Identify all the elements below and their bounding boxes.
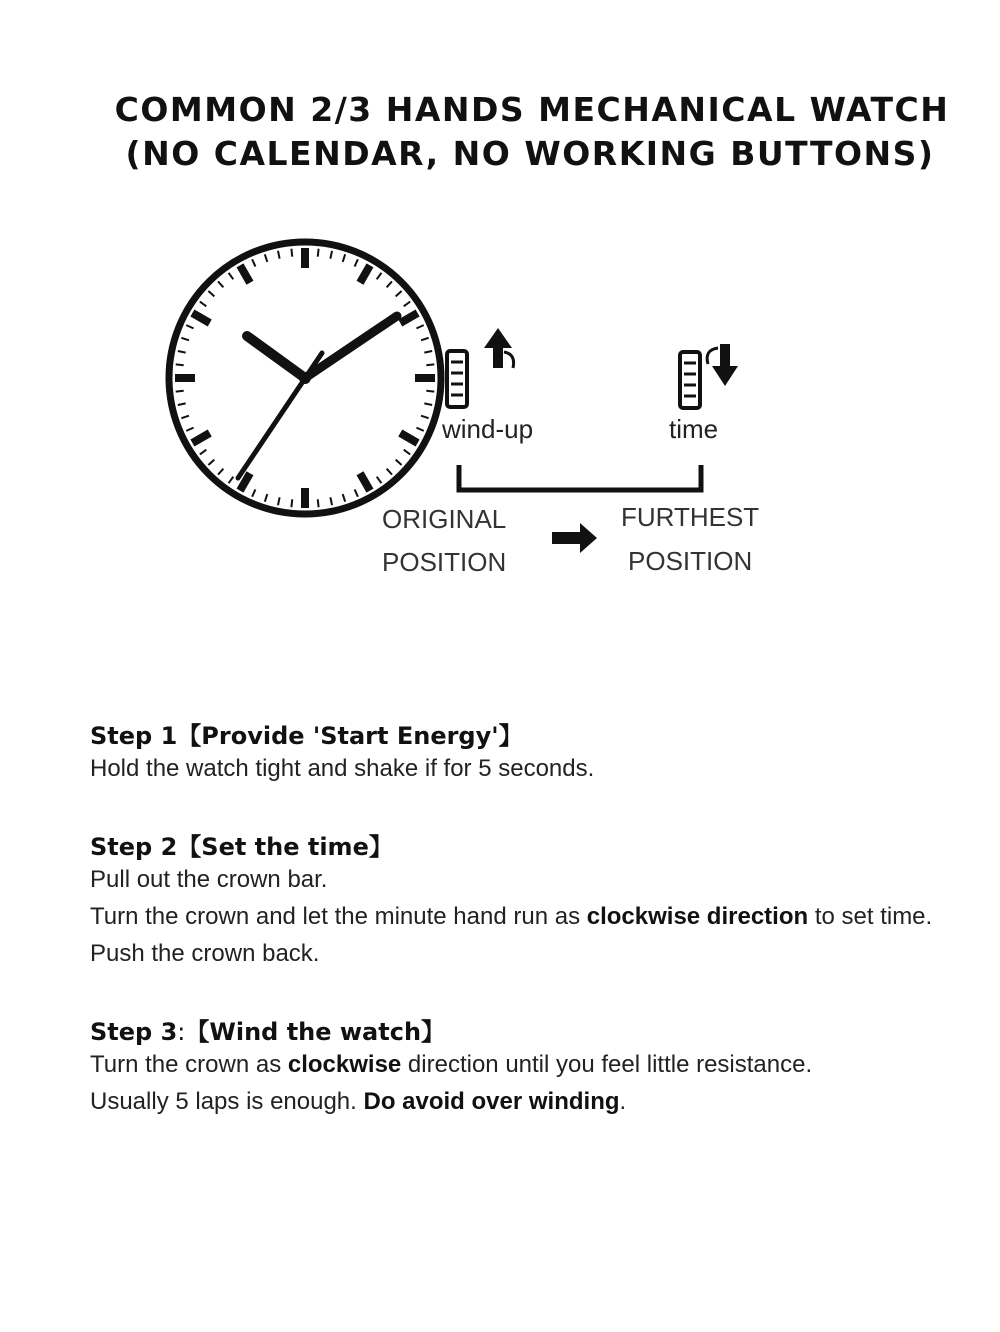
page-title-line-2: (NO CALENDAR, NO WORKING BUTTONS) xyxy=(125,134,935,173)
page-title-line-1: COMMON 2/3 HANDS MECHANICAL WATCH xyxy=(114,90,950,129)
crown-position-diagram xyxy=(0,220,1000,600)
step-3-line-1-post: direction until you feel little resistance. xyxy=(401,1051,813,1078)
time-label: time xyxy=(669,414,719,444)
right-arrow-icon xyxy=(552,523,597,553)
original-position-line-1: ORIGINAL xyxy=(382,504,507,534)
step-3-line-2 xyxy=(90,1088,626,1116)
step-2-line-2 xyxy=(90,903,932,931)
center-pin xyxy=(299,372,311,384)
step-3-bracket: 【Wind the watch】 xyxy=(185,1018,446,1046)
step-2-line-1: Pull out the crown bar. xyxy=(90,866,328,893)
minute-tick xyxy=(318,249,319,257)
step-3-heading xyxy=(90,1012,445,1047)
step-3-line-1 xyxy=(90,1051,812,1079)
minute-tick xyxy=(176,364,184,365)
furthest-position-line-2: POSITION xyxy=(628,546,753,576)
step-2-line-2-bold: clockwise direction xyxy=(586,903,809,930)
step-1-title: Step 1 xyxy=(90,722,178,750)
step-3-line-2-pre: Usually 5 laps is enough. xyxy=(90,1088,364,1115)
time-arrow-icon xyxy=(707,344,738,386)
crown-original-icon xyxy=(447,351,467,407)
original-position-line-2: POSITION xyxy=(382,547,507,577)
step-1-bracket: 【Provide 'Start Energy'】 xyxy=(177,722,523,750)
wind-up-arrow-icon xyxy=(484,328,514,368)
step-2-line-3: Push the crown back. xyxy=(90,940,320,967)
step-2-line-2-pre: Turn the crown and let the minute hand run as xyxy=(90,903,587,930)
step-3-line-2-bold: Do avoid over winding xyxy=(363,1088,620,1115)
step-2-bracket: 【Set the time】 xyxy=(177,833,393,861)
minute-tick xyxy=(291,249,292,257)
step-3-line-1-pre: Turn the crown as xyxy=(90,1051,288,1078)
watch-face xyxy=(169,242,441,514)
minute-tick xyxy=(426,391,434,392)
step-2-line-2-post: to set time. xyxy=(808,903,933,930)
step-1-heading xyxy=(90,716,523,751)
position-bracket xyxy=(459,465,701,490)
step-2-heading xyxy=(90,827,393,862)
step-3-line-1-bold: clockwise xyxy=(287,1051,402,1078)
step-1-line-1: Hold the watch tight and shake if for 5 seconds. xyxy=(90,755,595,782)
minute-tick xyxy=(176,391,184,392)
step-2-title: Step 2 xyxy=(90,833,178,861)
watch-diagram-svg xyxy=(0,220,1000,600)
step-3-line-2-post: . xyxy=(619,1088,627,1115)
step-3-colon: : xyxy=(177,1018,186,1046)
furthest-position-line-1: FURTHEST xyxy=(621,502,760,532)
minute-tick xyxy=(426,364,434,365)
step-3-title: Step 3 xyxy=(90,1018,178,1046)
minute-tick xyxy=(291,499,292,507)
minute-tick xyxy=(318,499,319,507)
crown-furthest-icon xyxy=(680,352,700,408)
wind-up-label: wind-up xyxy=(442,414,534,444)
